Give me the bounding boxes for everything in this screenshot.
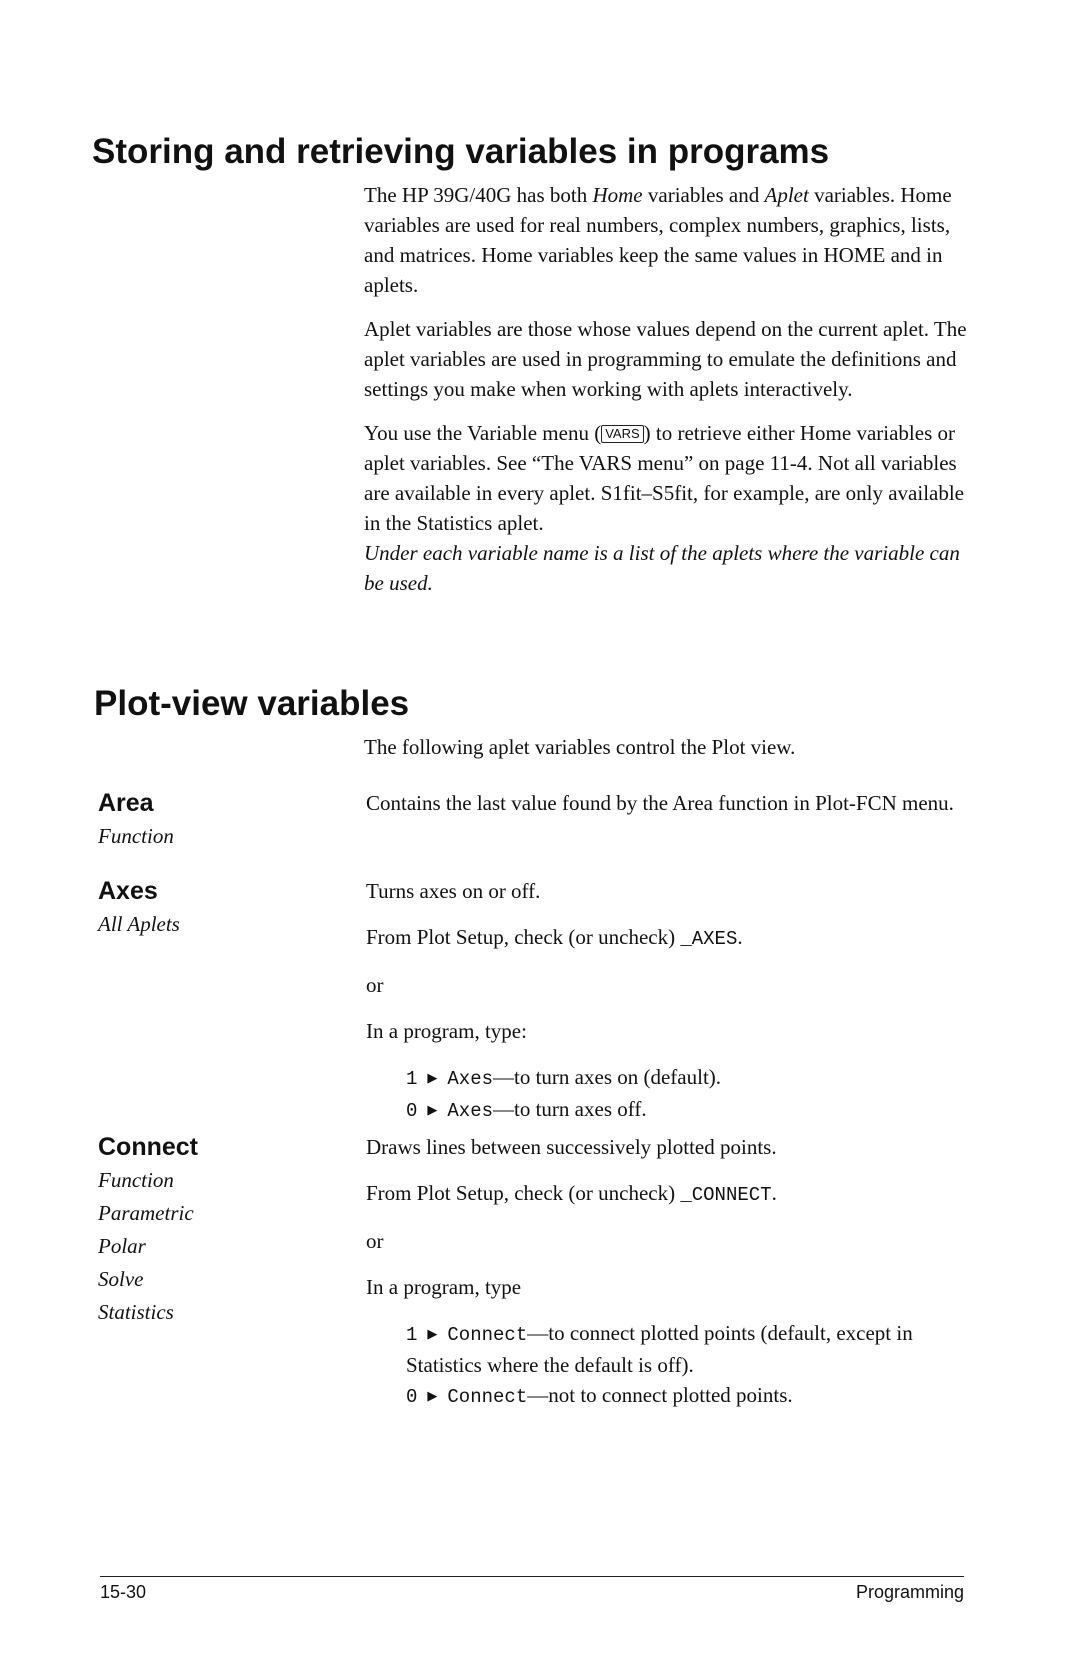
variable-desc-area: Contains the last value found by the Area function in Plot-FCN menu. (366, 791, 954, 815)
variable-label-axes (98, 874, 348, 941)
store-arrow-icon: ▶ (427, 1070, 438, 1085)
store-arrow-icon: ▶ (427, 1102, 438, 1117)
section-heading-plot-view-variables: Plot-view variables (94, 684, 410, 723)
store-arrow-icon: ▶ (427, 1388, 438, 1403)
section1-body (364, 180, 984, 612)
page-number: 15-30 (100, 1582, 147, 1602)
vars-key-icon: VARS (601, 425, 643, 443)
aplet-name: Statistics (98, 1300, 174, 1324)
connect-step-off: 0 ▶ Connect—not to connect plotted points. (406, 1383, 793, 1408)
variable-label-area (98, 786, 348, 853)
footer-rule (100, 1576, 964, 1577)
variable-desc-connect: Draws lines between successively plotted points. From Plot Setup, check (or uncheck) _CONNECT. or In a program, type 1 ▶ Connect—to connect plotted points (default, except in Statistics where the default is off). 0 ▶ Connect—not to connect plotted points. (366, 1132, 986, 1412)
aplet-name: Solve (98, 1267, 144, 1291)
aplet-name: Polar (98, 1234, 146, 1258)
chapter-name: Programming (855, 1582, 964, 1602)
aplet-name: Function (98, 824, 174, 848)
paragraph-home-aplet-variables: The HP 39G/40G has both Home variables and Aplet variables. Home variables are used for real numbers, complex numbers, graphics, lists, and matrices. Home variables keep the same values in HOME and in aplets. (364, 183, 952, 297)
section-heading-storing-variables: Storing and retrieving variables in programs (92, 132, 830, 171)
axes-step-off: 0 ▶ Axes—to turn axes off. (406, 1097, 647, 1122)
note-aplet-list: Under each variable name is a list of the aplets where the variable can be used. (364, 541, 960, 595)
variable-label-connect (98, 1130, 348, 1329)
aplet-name: Function (98, 1168, 174, 1192)
term-home: Home (592, 183, 643, 207)
paragraph-vars-menu: You use the Variable menu ( VARS ) to retrieve either Home variables or aplet variables. See “The VARS menu” on page 11-4. Not all variables are available in every aplet. S1fit–S5fit, for example, are only available in the Statistics aplet. (364, 421, 965, 535)
setting-connect: _CONNECT (680, 1184, 772, 1206)
variable-name: Connect (98, 1133, 198, 1161)
store-arrow-icon: ▶ (427, 1326, 438, 1341)
setting-axes: _AXES (680, 928, 738, 950)
variable-name: Axes (98, 877, 158, 905)
paragraph-aplet-variables: Aplet variables are those whose values depend on the current aplet. The aplet variables are used in programming to emulate the definitions and settings you make when working with aplets interactively. (364, 317, 967, 401)
aplet-name: Parametric (98, 1201, 194, 1225)
variable-name: Area (98, 789, 154, 817)
aplet-name: All Aplets (98, 912, 180, 936)
axes-step-on: 1 ▶ Axes—to turn axes on (default). (406, 1065, 722, 1090)
section2-intro: The following aplet variables control the Plot view. (364, 735, 796, 759)
variable-desc-axes: Turns axes on or off. From Plot Setup, check (or uncheck) _AXES. or In a program, type: 1 ▶ Axes—to turn axes on (default). 0 ▶ Axes—to turn axes off. (366, 876, 986, 1126)
term-aplet: Aplet (764, 183, 809, 207)
connect-step-on: 1 ▶ Connect—to connect plotted points (default, except in Statistics where the default is off). (406, 1321, 913, 1377)
